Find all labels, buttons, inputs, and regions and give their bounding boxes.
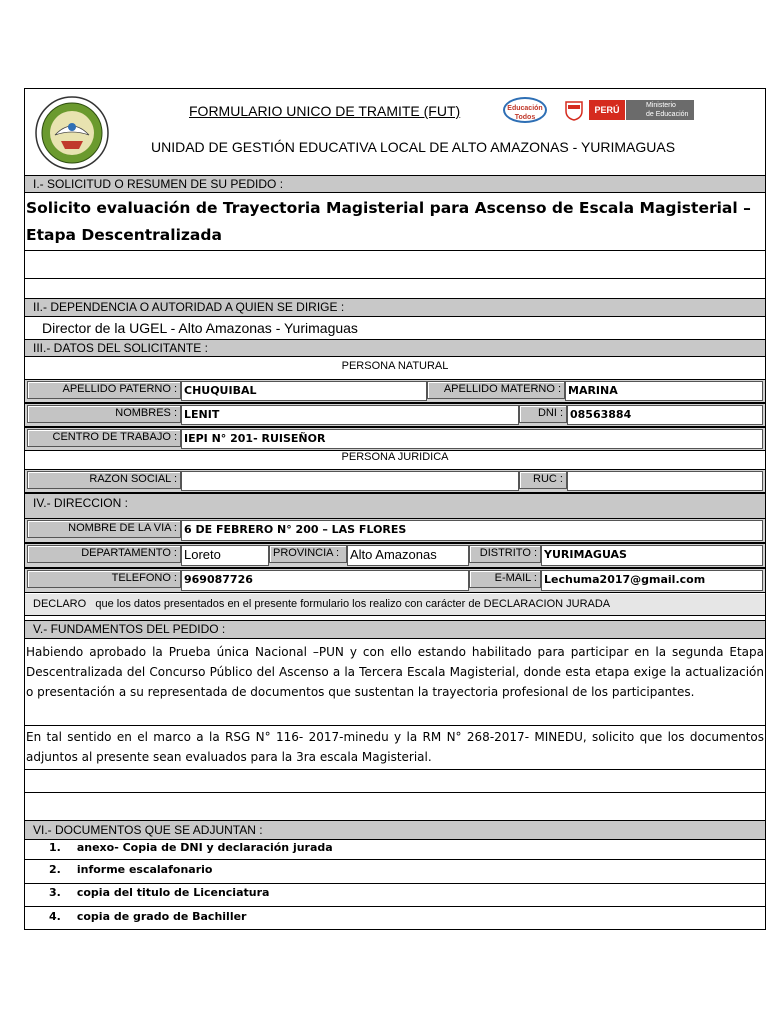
- via-label: NOMBRE DE LA VIA :: [27, 520, 181, 538]
- document-number: 1.: [49, 841, 61, 854]
- document-text: copia de grado de Bachiller: [76, 910, 247, 923]
- document-item: [49, 886, 269, 899]
- section-6-heading: VI.- DOCUMENTOS QUE SE ADJUNTAN :: [25, 820, 765, 840]
- divider: [25, 883, 765, 884]
- section-2-heading: II.- DEPENDENCIA O AUTORIDAD A QUIEN SE DIRIGE :: [25, 298, 765, 317]
- section-5-heading: V.- FUNDAMENTOS DEL PEDIDO :: [25, 620, 765, 639]
- apellido-paterno-label: APELLIDO PATERNO :: [27, 381, 181, 399]
- persona-natural-label: PERSONA NATURAL: [341, 360, 449, 372]
- dni-field[interactable]: 08563884: [567, 405, 763, 425]
- ugel-logo: [31, 95, 113, 171]
- ruc-label: RUC :: [519, 471, 567, 489]
- nombres-field[interactable]: LENIT: [181, 405, 519, 425]
- via-field[interactable]: 6 DE FEBRERO N° 200 – LAS FLORES: [181, 520, 763, 541]
- razon-social-field[interactable]: [181, 471, 519, 491]
- apellido-materno-label: APELLIDO MATERNO :: [427, 381, 565, 399]
- divider: [25, 859, 765, 860]
- ubicacion-row: [25, 543, 765, 568]
- declaracion-jurada: DECLARO que los datos presentados en el presente formulario los realizo con carácter de DECLARACION JURADA: [25, 594, 765, 616]
- nombres-label: NOMBRES :: [27, 405, 181, 423]
- peru-shield-icon: [563, 99, 585, 121]
- section-1-heading: I.- SOLICITUD O RESUMEN DE SU PEDIDO :: [25, 175, 765, 193]
- email-field[interactable]: Lechuma2017@gmail.com: [541, 570, 763, 591]
- document-text: informe escalafonario: [76, 863, 213, 876]
- provincia-label: PROVINCIA :: [269, 545, 347, 563]
- apellido-paterno-field[interactable]: CHUQUIBAL: [181, 381, 427, 401]
- dni-label: DNI :: [519, 405, 567, 423]
- educacion-badge: [503, 97, 547, 123]
- email-label: E-MAIL :: [469, 570, 541, 588]
- apellido-materno-field[interactable]: MARINA: [565, 381, 763, 401]
- divider: [25, 769, 765, 770]
- contacto-row: [25, 568, 765, 593]
- document-item: [49, 863, 212, 876]
- telefono-label: TELEFONO :: [27, 570, 181, 588]
- request-text: Solicito evaluación de Trayectoria Magisterial para Ascenso de Escala Magisterial – Etapa Descentralizada: [26, 199, 751, 244]
- document-number: 2.: [49, 863, 61, 876]
- fut-form: [24, 88, 766, 930]
- section-4-heading: IV.- DIRECCION :: [25, 493, 765, 519]
- persona-juridica-label: PERSONA JURIDICA: [341, 451, 449, 463]
- centro-trabajo-label: CENTRO DE TRABAJO :: [27, 429, 181, 447]
- telefono-field[interactable]: 969087726: [181, 570, 469, 591]
- peru-label: PERÚ: [589, 100, 625, 120]
- razon-social-label: RAZON SOCIAL :: [27, 471, 181, 489]
- apellidos-row: [25, 379, 765, 403]
- document-number: 4.: [49, 910, 61, 923]
- ugel-logo-icon: [31, 95, 113, 171]
- section-3-heading: III.- DATOS DEL SOLICITANTE :: [25, 339, 765, 357]
- document-text: copia del titulo de Licenciatura: [76, 886, 270, 899]
- razon-social-row: [25, 469, 765, 493]
- ministry-label-line2: de Educación: [646, 111, 689, 118]
- divider: [25, 250, 765, 251]
- provincia-field[interactable]: Alto Amazonas: [347, 545, 469, 566]
- document-item: [49, 910, 246, 923]
- centro-trabajo-field[interactable]: IEPI N° 201- RUISEÑOR: [181, 429, 763, 449]
- distrito-label: DISTRITO :: [469, 545, 541, 563]
- departamento-label: DEPARTAMENTO :: [27, 545, 181, 563]
- centro-row: [25, 427, 765, 451]
- departamento-field[interactable]: Loreto: [181, 545, 269, 566]
- divider: [25, 725, 765, 726]
- ministry-label: [626, 100, 694, 120]
- document-text: anexo- Copia de DNI y declaración jurada: [76, 841, 333, 854]
- document-number: 3.: [49, 886, 61, 899]
- via-row: [25, 518, 765, 543]
- distrito-field[interactable]: YURIMAGUAS: [541, 545, 763, 566]
- fundamento-paragraph-1: Habiendo aprobado la Prueba única Nacional –PUN y con ello estando habilitado para participar en la segunda Etapa Descentralizada del Concurso Público del Ascenso a la Tercera Escala Magisterial, donde esta etapa exige la actualización o presentación a su representada de documentos que sustentan la trayectoria profesional de los participantes.: [26, 645, 764, 699]
- authority-text: Director de la UGEL - Alto Amazonas - Yurimaguas: [42, 320, 358, 336]
- fundamento-paragraph-2: En tal sentido en el marco a la RSG N° 116- 2017-minedu y la RM N° 268-2017- MINEDU, solicito que los documentos adjuntos al presente sean evaluados para la 3ra escala Magisterial.: [26, 730, 764, 764]
- educacion-badge-text: Educación Todos: [507, 105, 543, 121]
- divider: [25, 906, 765, 907]
- divider: [25, 792, 765, 793]
- ruc-field[interactable]: [567, 471, 763, 491]
- form-title: FORMULARIO UNICO DE TRAMITE (FUT): [189, 103, 461, 119]
- ministry-label-line1: Ministerio: [646, 102, 676, 109]
- divider: [25, 278, 765, 279]
- document-item: [49, 841, 333, 854]
- ugel-subtitle: UNIDAD DE GESTIÓN EDUCATIVA LOCAL DE ALTO AMAZONAS - YURIMAGUAS: [151, 139, 676, 155]
- nombres-row: [25, 403, 765, 427]
